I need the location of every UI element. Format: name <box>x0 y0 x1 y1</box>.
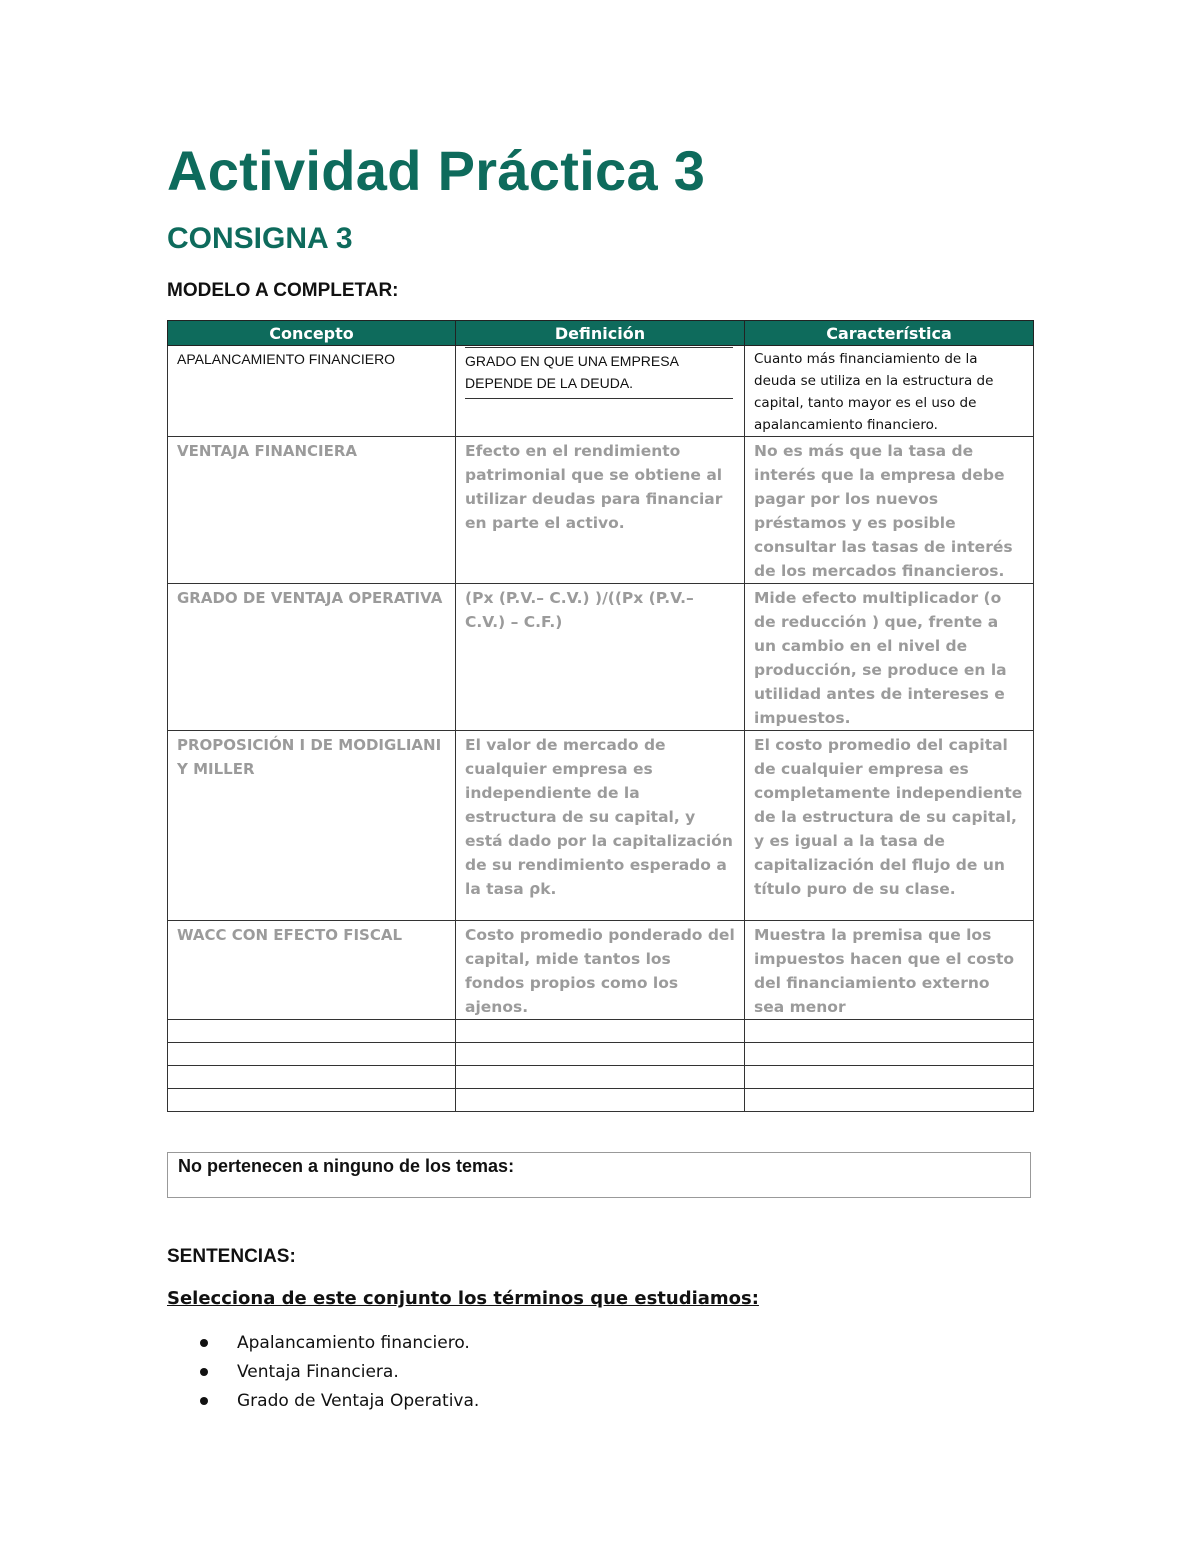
table-row <box>168 921 1034 1020</box>
empty-cell[interactable] <box>456 1020 745 1043</box>
empty-table-row <box>168 1020 1034 1043</box>
cell-caracteristica: El costo promedio del capital de cualquier empresa es completamente independiente de la estructura de su capital, y es igual a la tasa de capitalización del flujo de un título puro de su clase. <box>745 731 1034 921</box>
sentencias-label: SENTENCIAS: <box>167 1246 296 1267</box>
empty-cell[interactable] <box>168 1066 456 1089</box>
table-row <box>168 584 1034 731</box>
empty-table-row <box>168 1089 1034 1112</box>
bullet-icon <box>200 1368 208 1376</box>
cell-concepto: PROPOSICIÓN I DE MODIGLIANI Y MILLER <box>168 731 456 921</box>
table-row <box>168 731 1034 921</box>
cell-definicion: Efecto en el rendimiento patrimonial que se obtiene al utilizar deudas para financiar en parte el activo. <box>456 437 745 584</box>
cell-concepto: GRADO DE VENTAJA OPERATIVA <box>168 584 456 731</box>
header-concepto: Concepto <box>168 321 456 346</box>
empty-table-row <box>168 1066 1034 1089</box>
empty-cell[interactable] <box>456 1066 745 1089</box>
cell-caracteristica: Cuanto más financiamiento de la deuda se utiliza en la estructura de capital, tanto mayor es el uso de apalancamiento financiero. <box>745 346 1034 437</box>
list-item <box>200 1388 479 1417</box>
cell-concepto: VENTAJA FINANCIERA <box>168 437 456 584</box>
empty-cell[interactable] <box>456 1089 745 1112</box>
cell-definicion: El valor de mercado de cualquier empresa es independiente de la estructura de su capital, y está dado por la capitalización de su rendimiento esperado a la tasa ρk. <box>456 731 745 921</box>
no-pertenecen-box[interactable] <box>167 1152 1031 1198</box>
empty-cell[interactable] <box>745 1089 1034 1112</box>
table-row <box>168 437 1034 584</box>
cell-caracteristica: Mide efecto multiplicador (o de reducción ) que, frente a un cambio en el nivel de producción, se produce en la utilidad antes de intereses e impuestos. <box>745 584 1034 731</box>
model-label: MODELO A COMPLETAR: <box>167 280 399 301</box>
empty-cell[interactable] <box>168 1043 456 1066</box>
bullet-icon <box>200 1397 208 1405</box>
empty-cell[interactable] <box>745 1020 1034 1043</box>
cell-caracteristica: Muestra la premisa que los impuestos hacen que el costo del financiamiento externo sea menor <box>745 921 1034 1020</box>
header-caracteristica: Característica <box>745 321 1034 346</box>
no-pertenecen-label: No pertenecen a ninguno de los temas: <box>178 1156 515 1176</box>
term-text: Grado de Ventaja Operativa. <box>237 1391 480 1411</box>
cell-definicion: Costo promedio ponderado del capital, mide tantos los fondos propios como los ajenos. <box>456 921 745 1020</box>
list-item <box>200 1359 479 1388</box>
page-subtitle: CONSIGNA 3 <box>167 222 353 255</box>
definition-field[interactable]: GRADO EN QUE UNA EMPRESA DEPENDE DE LA DEUDA. <box>465 347 733 399</box>
cell-concepto: APALANCAMIENTO FINANCIERO <box>168 346 456 437</box>
empty-cell[interactable] <box>745 1043 1034 1066</box>
select-instruction: Selecciona de este conjunto los términos que estudiamos: <box>167 1288 759 1309</box>
empty-cell[interactable] <box>745 1066 1034 1089</box>
terms-list <box>200 1330 479 1417</box>
empty-cell[interactable] <box>456 1043 745 1066</box>
header-definicion: Definición <box>456 321 745 346</box>
cell-caracteristica: No es más que la tasa de interés que la empresa debe pagar por los nuevos préstamos y es posible consultar las tasas de interés de los mercados financieros. <box>745 437 1034 584</box>
term-text: Ventaja Financiera. <box>237 1362 399 1382</box>
empty-cell[interactable] <box>168 1020 456 1043</box>
table-header-row <box>168 321 1034 346</box>
empty-cell[interactable] <box>168 1089 456 1112</box>
list-item <box>200 1330 479 1359</box>
empty-table-row <box>168 1043 1034 1066</box>
cell-definicion <box>456 346 745 437</box>
term-text: Apalancamiento financiero. <box>237 1333 470 1353</box>
cell-concepto: WACC CON EFECTO FISCAL <box>168 921 456 1020</box>
cell-definicion: (Px (P.V.– C.V.) )/((Px (P.V.– C.V.) – C.F.) <box>456 584 745 731</box>
bullet-icon <box>200 1339 208 1347</box>
table-row <box>168 346 1034 437</box>
concept-table <box>167 320 1034 1112</box>
page-title: Actividad Práctica 3 <box>167 139 706 202</box>
